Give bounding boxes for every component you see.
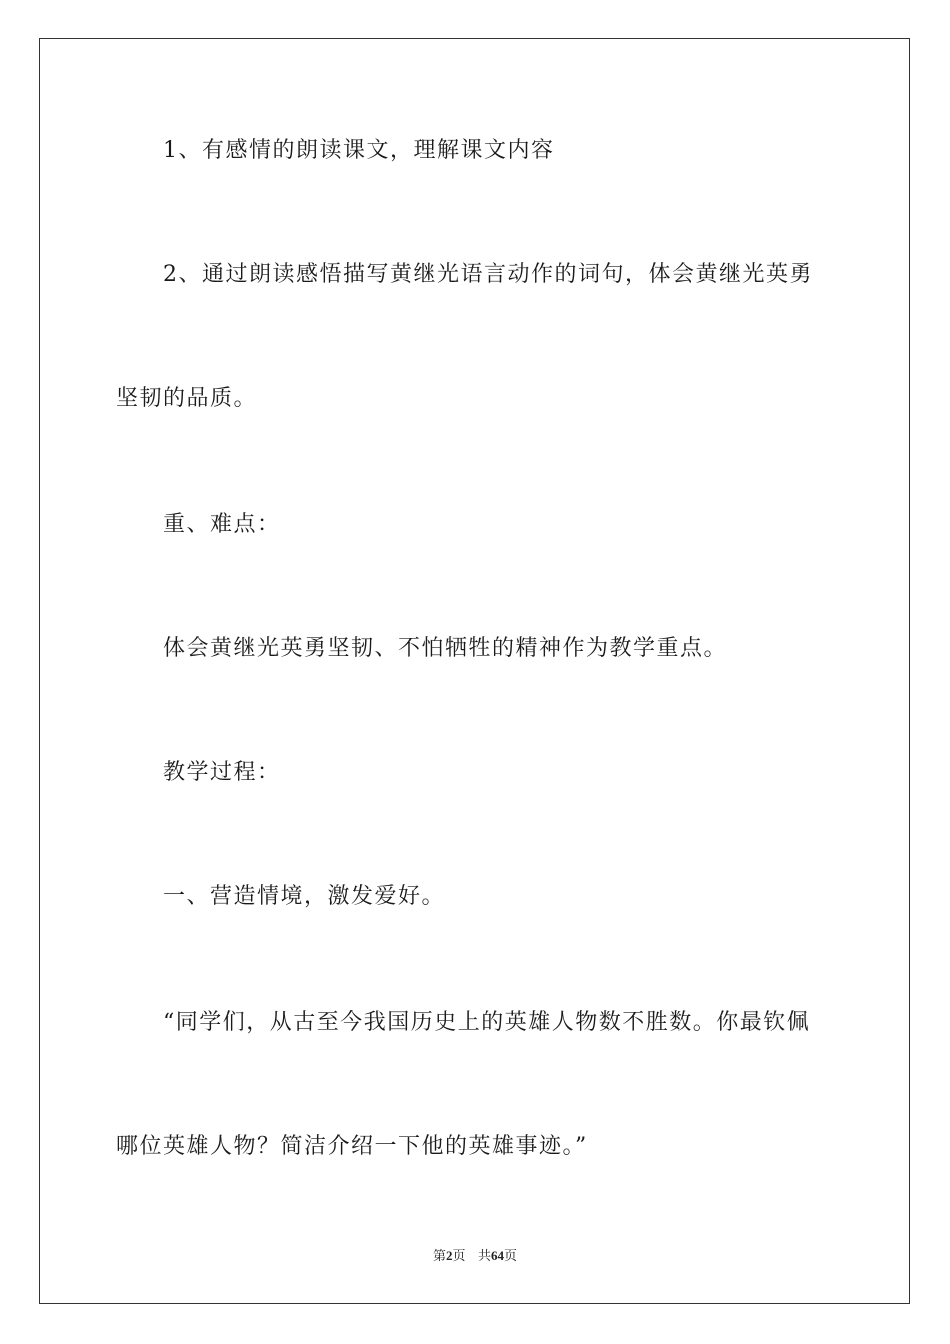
teacher-quote-continued: 哪位英雄人物？简洁介绍一下他的英雄事迹。” [116, 1134, 588, 1159]
objective-1: 1、有感情的朗读课文，理解课文内容 [163, 138, 555, 163]
page-border [39, 38, 910, 1304]
footer-total-suffix: 页 [503, 1249, 517, 1264]
page-footer [0, 1247, 950, 1266]
footer-page-prefix: 第 [433, 1249, 447, 1264]
footer-page-number: 2 [446, 1248, 453, 1263]
key-points-heading: 重、难点： [163, 512, 281, 537]
footer-total-prefix: 共 [477, 1249, 491, 1264]
section-1-heading: 一、营造情境，激发爱好。 [163, 884, 446, 909]
teacher-quote: “同学们，从古至今我国历史上的英雄人物数不胜数。你最钦佩 [163, 1010, 811, 1035]
key-points-text: 体会黄继光英勇坚韧、不怕牺牲的精神作为教学重点。 [163, 636, 728, 661]
footer-total-pages: 64 [490, 1248, 504, 1263]
objective-2-continued: 坚韧的品质。 [116, 386, 258, 411]
teaching-process-heading: 教学过程： [163, 760, 281, 785]
objective-2: 2、通过朗读感悟描写黄继光语言动作的词句，体会黄继光英勇 [163, 262, 813, 287]
footer-page-suffix: 页 [452, 1249, 466, 1264]
